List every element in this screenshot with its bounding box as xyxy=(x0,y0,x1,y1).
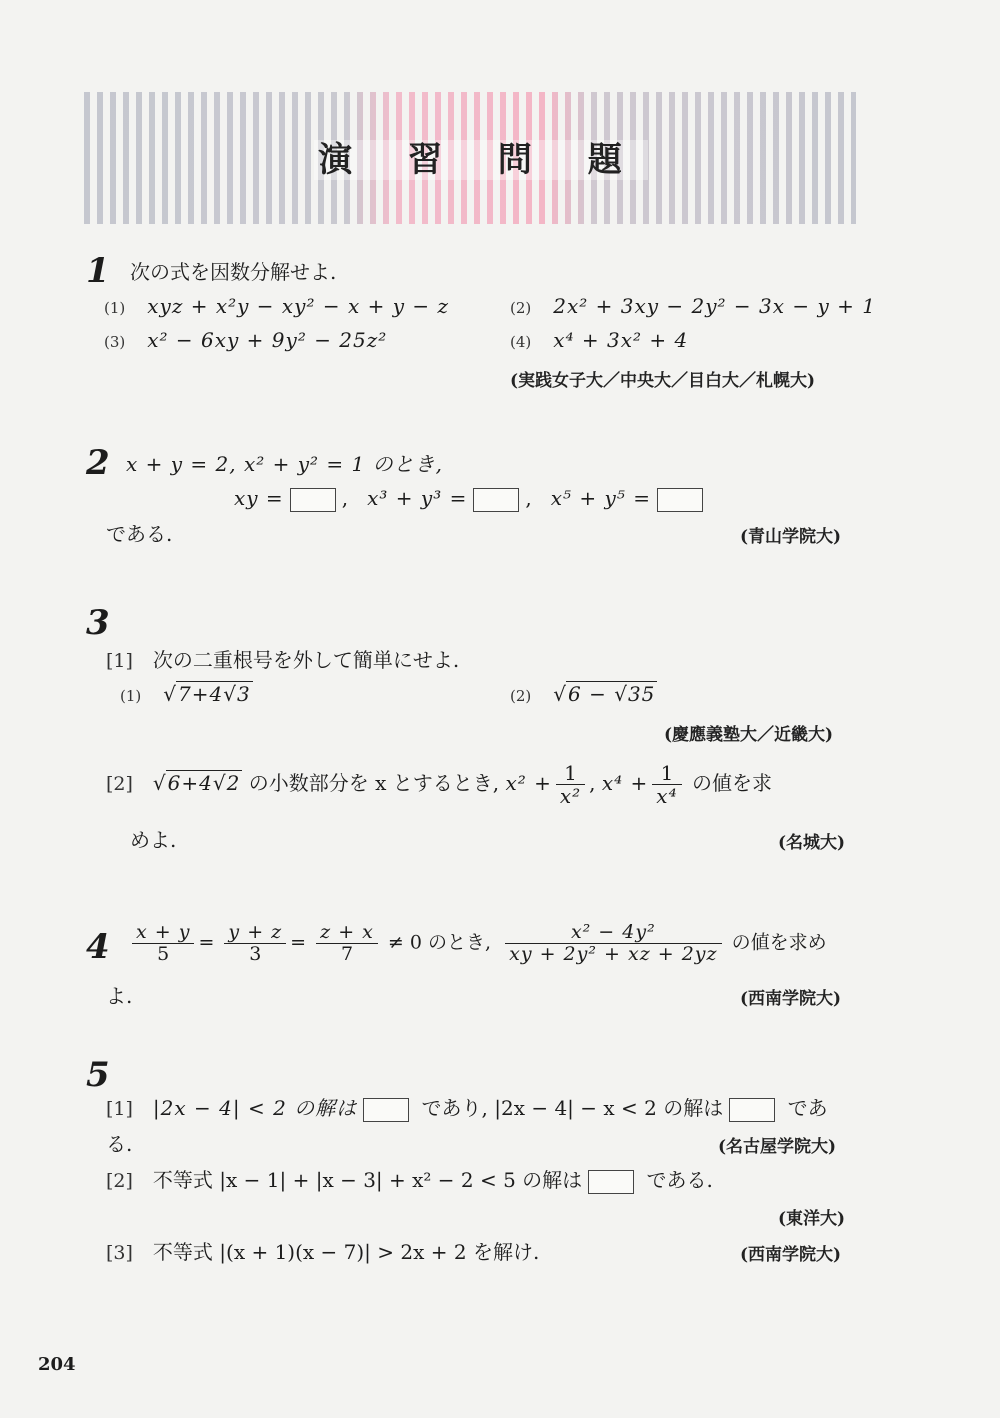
answer-blank-5[interactable] xyxy=(729,1098,775,1122)
answer-blank-6[interactable] xyxy=(588,1170,634,1194)
problem-5-part-3: [3] 不等式 |(x + 1)(x − 7)| > 2x + 2 を解け. xyxy=(106,1240,540,1264)
problem-1-item-2: (2) 2x² + 3xy − 2y² − 3x − y + 1 xyxy=(510,294,877,318)
problem-5-part-3-source: (西南学院大) xyxy=(740,1245,842,1265)
problem-1-item-4: (4) x⁴ + 3x² + 4 xyxy=(510,328,689,352)
banner-title: 演 習 問 題 xyxy=(84,132,856,181)
problem-4-number: 4 xyxy=(86,927,110,967)
problem-3-part-1-prompt: [1] 次の二重根号を外して簡単にせよ. xyxy=(106,648,460,672)
problem-5-part-2-source: (東洋大) xyxy=(778,1209,846,1229)
answer-blank-3[interactable] xyxy=(657,488,703,512)
problem-1-item-1: (1) xyz + x²y − xy² − x + y − z xyxy=(104,294,450,318)
problem-2-blanks-line: xy = , x³ + y³ = , x⁵ + y⁵ = xyxy=(234,486,709,512)
problem-3-part-2-continuation: めよ. xyxy=(130,828,177,852)
answer-blank-4[interactable] xyxy=(363,1098,409,1122)
problem-3-part-2-line: [2] √ 6+4√2 の小数部分を x とするとき, x² + $\frac{1}{\text{x²}}$ , x⁴ + $\frac{1}{\text{x⁴}}$ の値を求 xyxy=(106,761,772,808)
problem-2-source: (青山学院大) xyxy=(740,527,842,547)
problem-4-continuation: よ. xyxy=(106,984,133,1008)
problem-3-part-2-source: (名城大) xyxy=(778,833,846,853)
problem-5-part-1: [1] |2x − 4| < 2 の解は であり, |2x − 4| − x < 2 の解は であ xyxy=(106,1096,828,1120)
problem-2-number: 2 xyxy=(86,443,110,483)
answer-blank-1[interactable] xyxy=(290,488,336,512)
problem-4-source: (西南学院大) xyxy=(740,989,842,1009)
problem-3-item-1: (1) √ 7+4√3 xyxy=(120,682,251,706)
problem-1-source: (実践女子大／中央大／目白大／札幌大) xyxy=(510,371,816,391)
problem-4-equation: $\frac{x + y}{5}$ = $\frac{y + z}{3}$ = $\frac{z + x}{7}$ ≠ 0 のとき, $\frac{\text{x² − 4y²}}{\text{xy + 2y² + xz + 2yz}}$ の値を求め xyxy=(128,922,827,965)
answer-blank-2[interactable] xyxy=(473,488,519,512)
problem-5-number: 5 xyxy=(86,1055,110,1095)
problem-2-condition: x + y = 2, x² + y² = 1 のとき, xyxy=(126,452,443,476)
exercise-banner xyxy=(84,92,856,224)
problem-5-part-1-continuation: る. xyxy=(106,1132,133,1156)
problem-3-number: 3 xyxy=(86,603,110,643)
problem-3-item-2: (2) √ 6 − √35 xyxy=(510,682,656,706)
page-number: 204 xyxy=(38,1354,76,1375)
problem-1-number: 1 xyxy=(86,251,110,291)
problem-3-part-1-source: (慶應義塾大／近畿大) xyxy=(664,725,834,745)
problem-2-ending: である. xyxy=(106,522,173,546)
problem-5-part-2: [2] 不等式 |x − 1| + |x − 3| + x² − 2 < 5 の解は である. xyxy=(106,1168,713,1192)
problem-1-prompt: 次の式を因数分解せよ. xyxy=(130,260,337,284)
problem-1-item-3: (3) x² − 6xy + 9y² − 25z² xyxy=(104,328,388,352)
problem-5-part-1-source: (名古屋学院大) xyxy=(718,1137,837,1157)
